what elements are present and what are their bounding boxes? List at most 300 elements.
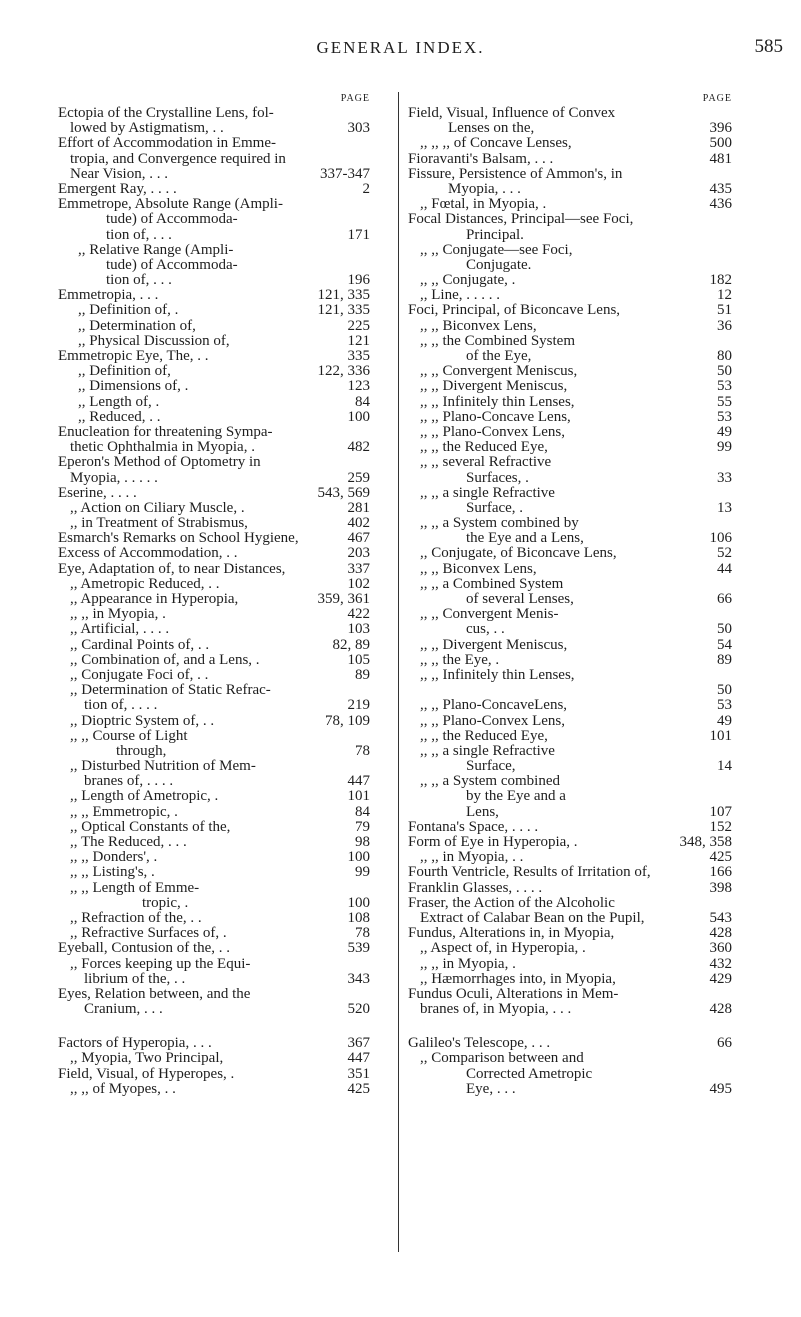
- entry-text: ,, ,, Biconvex Lens,: [420, 560, 537, 577]
- entry-page-ref: 337: [347, 560, 370, 577]
- entry-text: through,: [116, 742, 167, 759]
- entry-page-ref: 54: [717, 636, 732, 653]
- entry-text: Field, Visual, Influence of Convex: [408, 105, 616, 121]
- index-entry: [58, 774, 370, 789]
- index-entry: [408, 288, 732, 303]
- entry-text: tude) of Accommoda-: [106, 256, 238, 273]
- index-entry: [408, 835, 732, 850]
- entry-page-ref: 100: [347, 408, 370, 425]
- running-title: GENERAL INDEX.: [316, 38, 485, 57]
- index-entry: [58, 1051, 370, 1066]
- index-entry: [58, 212, 370, 227]
- entry-text: tropia, and Convergence required in: [70, 150, 286, 167]
- index-entry: [408, 638, 732, 653]
- entry-text: ,, ,, a single Refractive: [420, 484, 555, 501]
- entry-page-ref: 467: [347, 530, 370, 547]
- index-entry: [58, 972, 370, 987]
- entry-page-ref: 78: [355, 742, 370, 759]
- index-entry: [58, 683, 370, 698]
- index-entry: [408, 516, 732, 531]
- entry-page-ref: 89: [355, 666, 370, 683]
- entry-text: ,, ,, several Refractive: [420, 454, 552, 471]
- index-entry: [58, 303, 370, 318]
- entry-text: ,, Dimensions of, .: [78, 378, 189, 395]
- entry-text: ,, Hæmorrhages into, in Myopia,: [420, 970, 616, 987]
- index-entry: [58, 820, 370, 835]
- entry-text: ,, Fœtal, in Myopia, .: [420, 196, 547, 213]
- index-entry: [408, 228, 732, 243]
- entry-page-ref: 50: [717, 363, 732, 380]
- index-entry: [58, 106, 370, 121]
- index-entry: [408, 364, 732, 379]
- entry-text: ,, ,, Conjugate—see Foci,: [420, 241, 573, 258]
- index-entry: [408, 729, 732, 744]
- index-entry: [58, 729, 370, 744]
- entry-text: ,, ,, Plano-Convex Lens,: [420, 712, 565, 729]
- index-entry: [58, 577, 370, 592]
- entry-page-ref: 402: [347, 515, 370, 532]
- entry-page-ref: 428: [709, 925, 732, 942]
- index-entry: [58, 698, 370, 713]
- entry-page-ref: 121, 335: [317, 302, 370, 319]
- entry-text: lowed by Astigmatism, . .: [70, 120, 224, 137]
- index-entry: [408, 881, 732, 896]
- index-entry: [58, 486, 370, 501]
- entry-text: Eye, Adaptation of, to near Distances,: [58, 560, 286, 577]
- entry-text: Principal.: [466, 226, 524, 243]
- entry-page-ref: 121, 335: [317, 287, 370, 304]
- index-entry: [408, 440, 732, 455]
- index-entry: [408, 1051, 732, 1066]
- index-entry: [58, 987, 370, 1002]
- index-entry: [408, 653, 732, 668]
- index-entry: [58, 592, 370, 607]
- entry-page-ref: 53: [717, 697, 732, 714]
- index-entry: [58, 197, 370, 212]
- entry-page-ref: 337-347: [320, 165, 370, 182]
- entry-text: Cranium, . . .: [84, 1001, 163, 1018]
- entry-text: tion of, . . . .: [84, 697, 158, 714]
- section-gap: [58, 1017, 370, 1036]
- entry-page-ref: 66: [717, 1035, 732, 1052]
- page-column-label: PAGE: [702, 93, 732, 104]
- entry-text: ,, Action on Ciliary Muscle, .: [70, 499, 245, 516]
- page-column-label: PAGE: [340, 93, 370, 104]
- index-entry: [58, 379, 370, 394]
- entry-page-ref: 50: [717, 682, 732, 699]
- page-header: [0, 36, 801, 64]
- index-entry: [408, 425, 732, 440]
- entry-page-ref: 84: [355, 803, 370, 820]
- index-entry: [408, 941, 732, 956]
- index-entry: [408, 1002, 732, 1017]
- entry-text: Myopia, . . . . .: [70, 469, 158, 486]
- entry-text: ,, Conjugate Foci of, . .: [70, 666, 209, 683]
- index-entry: [58, 1067, 370, 1082]
- entry-page-ref: 281: [347, 499, 370, 516]
- entry-text: Fontana's Space, . . . .: [408, 818, 539, 835]
- entry-page-ref: 78, 109: [325, 712, 370, 729]
- entry-page-ref: 171: [347, 226, 370, 243]
- index-entry: [408, 683, 732, 698]
- entry-text: Galileo's Telescope, . . .: [408, 1035, 551, 1052]
- entry-page-ref: 53: [717, 408, 732, 425]
- entry-text: branes of, . . . .: [84, 773, 174, 790]
- entry-text: ,, Forces keeping up the Equi-: [70, 955, 251, 972]
- index-entry: [408, 896, 732, 911]
- entry-text: ,, ,, Course of Light: [70, 727, 188, 744]
- index-entry: [58, 789, 370, 804]
- entry-text: ,, The Reduced, . . .: [70, 834, 187, 850]
- entry-text: ,, Physical Discussion of,: [78, 332, 230, 349]
- entry-text: ,, ,, of Myopes, . .: [70, 1080, 176, 1097]
- entry-text: ,, Length of Ametropic, .: [70, 788, 219, 805]
- entry-text: ,, ,, a System combined by: [420, 515, 579, 532]
- entry-text: ,, ,, Infinitely thin Lenses,: [420, 393, 575, 410]
- entry-text: Eserine, . . . .: [58, 484, 137, 501]
- entry-page-ref: 12: [717, 287, 732, 304]
- entry-page-ref: 447: [347, 773, 370, 790]
- page-number: 585: [754, 36, 783, 57]
- entry-text: Fundus, Alterations in, in Myopia,: [408, 925, 615, 942]
- entry-page-ref: 396: [709, 120, 732, 137]
- index-entry: [408, 1036, 732, 1051]
- entry-text: Fourth Ventricle, Results of Irritation of,: [408, 864, 651, 881]
- index-entry: [408, 789, 732, 804]
- entry-text: ,, Artificial, . . . .: [70, 621, 170, 638]
- entry-text: ,, ,, in Myopia, . .: [420, 849, 524, 866]
- entry-text: ,, ,, the Reduced Eye,: [420, 439, 548, 456]
- entry-page-ref: 13: [717, 499, 732, 516]
- entry-text: the Eye and a Lens,: [466, 530, 584, 547]
- entry-text: ,, ,, Biconvex Lens,: [420, 317, 537, 334]
- entry-page-ref: 103: [347, 621, 370, 638]
- index-entry: [408, 698, 732, 713]
- index-entry: [58, 653, 370, 668]
- entry-text: ,, ,, Convergent Meniscus,: [420, 363, 578, 380]
- entry-text: tion of, . . .: [106, 272, 172, 289]
- index-entry: [408, 714, 732, 729]
- column-divider: [398, 92, 399, 1252]
- index-entry: [58, 805, 370, 820]
- entry-page-ref: 82, 89: [332, 636, 370, 653]
- entry-text: Fissure, Persistence of Ammon's, in: [408, 165, 623, 182]
- index-entry: [408, 668, 732, 683]
- entry-page-ref: 152: [709, 818, 732, 835]
- index-entry: [58, 516, 370, 531]
- entry-page-ref: 89: [717, 651, 732, 668]
- index-entry: [58, 638, 370, 653]
- index-entry: [408, 1082, 732, 1097]
- entry-text: ,, Combination of, and a Lens, .: [70, 651, 260, 668]
- index-entry: [58, 136, 370, 151]
- entry-page-ref: 14: [717, 758, 732, 775]
- entry-page-ref: 123: [347, 378, 370, 395]
- entry-page-ref: 2: [362, 180, 370, 197]
- entry-page-ref: 482: [347, 439, 370, 456]
- index-entry: [408, 121, 732, 136]
- entry-text: ,, Aspect of, in Hyperopia, .: [420, 940, 586, 957]
- entry-text: ,, Dioptric System of, . .: [70, 712, 215, 729]
- index-entry: [58, 410, 370, 425]
- entry-text: Fraser, the Action of the Alcoholic: [408, 894, 615, 911]
- entry-text: tion of, . . .: [106, 226, 172, 243]
- entry-page-ref: 500: [709, 135, 732, 152]
- entry-text: librium of the, . .: [84, 970, 186, 987]
- index-entry: [408, 152, 732, 167]
- index-entry: [58, 926, 370, 941]
- entry-text: ,, ,, the Eye, .: [420, 651, 500, 668]
- entry-page-ref: 425: [347, 1080, 370, 1097]
- entry-page-ref: 422: [347, 606, 370, 623]
- entry-text: ,, ,, Divergent Meniscus,: [420, 636, 568, 653]
- entry-page-ref: 106: [709, 530, 732, 547]
- entry-text: Eperon's Method of Optometry in: [58, 454, 261, 471]
- entry-text: ,, ,, the Reduced Eye,: [420, 727, 548, 744]
- index-entry: [58, 455, 370, 470]
- index-entry: [58, 121, 370, 136]
- index-entry: [58, 865, 370, 880]
- entry-page-ref: 99: [355, 864, 370, 881]
- index-entry: [58, 167, 370, 182]
- index-entry: [58, 243, 370, 258]
- entry-text: ,, ,, Convergent Menis-: [420, 606, 559, 623]
- index-entry: [408, 395, 732, 410]
- entry-text: Franklin Glasses, . . . .: [408, 879, 543, 896]
- index-entry: [58, 714, 370, 729]
- entry-text: ,, ,, Conjugate, .: [420, 272, 516, 289]
- entry-text: Factors of Hyperopia, . . .: [58, 1035, 212, 1052]
- entry-page-ref: 98: [355, 834, 370, 850]
- index-entry: [58, 425, 370, 440]
- index-entry: [58, 957, 370, 972]
- entry-text: ,, Determination of,: [78, 317, 196, 334]
- entry-page-ref: 51: [717, 302, 732, 319]
- index-entry: [58, 911, 370, 926]
- entry-text: Form of Eye in Hyperopia, .: [408, 834, 578, 850]
- entry-text: Surfaces, .: [466, 469, 529, 486]
- entry-page-ref: 520: [347, 1001, 370, 1018]
- entry-text: ,, ,, Infinitely thin Lenses,: [420, 666, 575, 683]
- index-entry: [408, 957, 732, 972]
- entry-page-ref: 428: [709, 1001, 732, 1018]
- entry-page-ref: 100: [347, 849, 370, 866]
- entry-text: of the Eye,: [466, 348, 532, 364]
- entry-text: Lenses on the,: [448, 120, 535, 137]
- entry-text: ,, ,, ,, of Concave Lenses,: [420, 135, 572, 152]
- entry-text: ,, Relative Range (Ampli-: [78, 241, 234, 258]
- index-entry: [408, 820, 732, 835]
- index-entry: [58, 228, 370, 243]
- index-entry: [408, 1067, 732, 1082]
- entry-page-ref: 348, 358: [679, 834, 732, 850]
- entry-page-ref: 359, 361: [317, 591, 370, 607]
- entry-page-ref: 84: [355, 393, 370, 410]
- entry-page-ref: 425: [709, 849, 732, 866]
- entry-page-ref: 196: [347, 272, 370, 289]
- index-entry: [58, 288, 370, 303]
- entry-text: ,, Reduced, . .: [78, 408, 161, 425]
- entry-page-ref: 543, 569: [317, 484, 370, 501]
- index-entry: [58, 501, 370, 516]
- entry-text: ,, ,, the Combined System: [420, 332, 575, 349]
- entry-text: ,, Refractive Surfaces of, .: [70, 925, 227, 942]
- index-entry: [408, 850, 732, 865]
- entry-text: Eye, . . .: [466, 1080, 516, 1097]
- entry-text: Field, Visual, of Hyperopes, .: [58, 1065, 235, 1082]
- entry-text: ,, ,, Divergent Meniscus,: [420, 378, 568, 395]
- index-entry: [58, 1036, 370, 1051]
- index-entry: [58, 835, 370, 850]
- index-entry: [58, 364, 370, 379]
- index-entry: [408, 911, 732, 926]
- right-index-column: [408, 92, 732, 1097]
- entry-text: Emmetropia, . . .: [58, 287, 159, 304]
- index-entry: [408, 334, 732, 349]
- entry-text: ,, ,, Listing's, .: [70, 864, 155, 881]
- index-entry: [408, 501, 732, 516]
- entry-page-ref: 435: [709, 180, 732, 197]
- entry-page-ref: 351: [347, 1065, 370, 1082]
- index-entry: [408, 577, 732, 592]
- entry-page-ref: 101: [347, 788, 370, 805]
- entry-text: Esmarch's Remarks on School Hygiene,: [58, 530, 299, 547]
- index-entry: [58, 546, 370, 561]
- index-entry: [408, 273, 732, 288]
- index-entry: [408, 349, 732, 364]
- index-entry: [58, 744, 370, 759]
- index-entry: [58, 531, 370, 546]
- entry-text: ,, ,, Emmetropic, .: [70, 803, 178, 820]
- index-entry: [408, 592, 732, 607]
- entry-text: ,, ,, in Myopia, .: [70, 606, 166, 623]
- index-entry: [58, 668, 370, 683]
- entry-page-ref: 80: [717, 348, 732, 364]
- entry-text: Surface,: [466, 758, 516, 775]
- entry-text: Eyeball, Contusion of the, . .: [58, 940, 231, 957]
- index-entry: [408, 972, 732, 987]
- index-entry: [408, 303, 732, 318]
- entry-text: ,, ,, Plano-Convex Lens,: [420, 423, 565, 440]
- index-entry: [408, 607, 732, 622]
- entry-page-ref: 182: [709, 272, 732, 289]
- entry-page-ref: 495: [709, 1080, 732, 1097]
- index-entry: [408, 486, 732, 501]
- entry-page-ref: 66: [717, 591, 732, 607]
- entry-text: Lens,: [466, 803, 499, 820]
- index-entry: [408, 926, 732, 941]
- entry-page-ref: 79: [355, 818, 370, 835]
- entry-text: ,, Definition of, .: [78, 302, 179, 319]
- entry-text: Eyes, Relation between, and the: [58, 985, 251, 1002]
- entry-page-ref: 225: [347, 317, 370, 334]
- index-entry: [408, 471, 732, 486]
- entry-page-ref: 367: [347, 1035, 370, 1052]
- entry-text: by the Eye and a: [466, 788, 566, 805]
- entry-text: Ectopia of the Crystalline Lens, fol-: [58, 105, 274, 121]
- index-entry: [408, 319, 732, 334]
- entry-page-ref: 539: [347, 940, 370, 957]
- entry-page-ref: 101: [709, 727, 732, 744]
- index-entry: [58, 896, 370, 911]
- entry-page-ref: 219: [347, 697, 370, 714]
- entry-page-ref: 203: [347, 545, 370, 562]
- entry-text: ,, Ametropic Reduced, . .: [70, 575, 220, 592]
- entry-page-ref: 481: [709, 150, 732, 167]
- index-entry: [408, 106, 732, 121]
- entry-page-ref: 107: [709, 803, 732, 820]
- entry-page-ref: 49: [717, 712, 732, 729]
- index-entry: [408, 212, 732, 227]
- entry-text: Emmetrope, Absolute Range (Ampli-: [58, 196, 283, 213]
- entry-text: Fioravanti's Balsam, . . .: [408, 150, 554, 167]
- index-entry: [408, 455, 732, 470]
- index-entry: [408, 197, 732, 212]
- entry-text: Corrected Ametropic: [466, 1065, 593, 1082]
- entry-text: ,, Myopia, Two Principal,: [70, 1050, 224, 1067]
- entry-page-ref: 447: [347, 1050, 370, 1067]
- entry-page-ref: 429: [709, 970, 732, 987]
- entry-text: ,, Conjugate, of Biconcave Lens,: [420, 545, 617, 562]
- index-entry: [58, 881, 370, 896]
- index-entry: [408, 258, 732, 273]
- index-entry: [408, 774, 732, 789]
- entry-text: Effort of Accommodation in Emme-: [58, 135, 277, 152]
- index-entry: [58, 622, 370, 637]
- entry-text: Focal Distances, Principal—see Foci,: [408, 211, 634, 228]
- entry-text: ,, Determination of Static Refrac-: [70, 682, 271, 699]
- entry-text: ,, Line, . . . . .: [420, 287, 500, 304]
- entry-text: Emergent Ray, . . . .: [58, 180, 177, 197]
- index-entry: [408, 243, 732, 258]
- index-entry: [408, 136, 732, 151]
- index-entry: [58, 440, 370, 455]
- index-entry: [408, 744, 732, 759]
- index-entry: [58, 334, 370, 349]
- entry-text: ,, Refraction of the, . .: [70, 909, 202, 926]
- index-entry: [58, 941, 370, 956]
- index-entry: [58, 349, 370, 364]
- entry-page-ref: 44: [717, 560, 732, 577]
- entry-page-ref: 303: [347, 120, 370, 137]
- index-entry: [408, 531, 732, 546]
- entry-page-ref: 102: [347, 575, 370, 592]
- index-entry: [58, 1082, 370, 1097]
- entry-page-ref: 259: [347, 469, 370, 486]
- entry-text: ,, Comparison between and: [420, 1050, 584, 1067]
- entry-text: ,, Optical Constants of the,: [70, 818, 231, 835]
- entry-text: ,, ,, Plano-Concave Lens,: [420, 408, 571, 425]
- index-entry: [58, 1002, 370, 1017]
- entry-text: ,, Appearance in Hyperopia,: [70, 591, 239, 607]
- entry-text: Near Vision, . . .: [70, 165, 168, 182]
- index-entry: [408, 622, 732, 637]
- index-entry: [58, 850, 370, 865]
- entry-text: ,, Disturbed Nutrition of Mem-: [70, 758, 256, 775]
- entry-text: Enucleation for threatening Sympa-: [58, 423, 273, 440]
- entry-text: Foci, Principal, of Biconcave Lens,: [408, 302, 621, 319]
- section-gap: [408, 1017, 732, 1036]
- entry-page-ref: 99: [717, 439, 732, 456]
- entry-text: ,, ,, a System combined: [420, 773, 560, 790]
- entry-page-ref: 52: [717, 545, 732, 562]
- entry-text: ,, Length of, .: [78, 393, 160, 410]
- index-entry: [58, 607, 370, 622]
- entry-text: Emmetropic Eye, The, . .: [58, 348, 209, 364]
- index-entry: [408, 987, 732, 1002]
- entry-page-ref: 432: [709, 955, 732, 972]
- entry-text: branes of, in Myopia, . . .: [420, 1001, 572, 1018]
